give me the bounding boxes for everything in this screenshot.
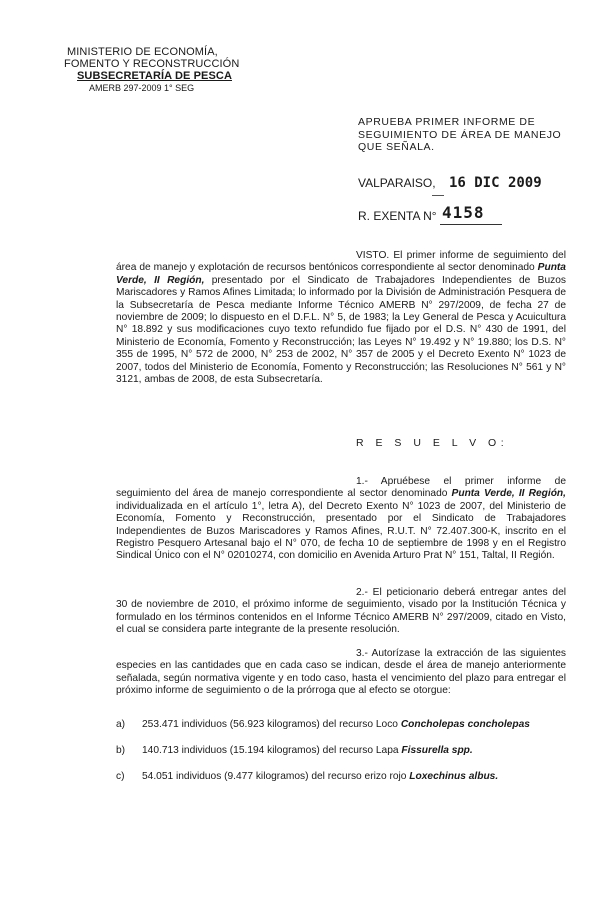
article-3 <box>116 648 566 698</box>
visto-text-2: presentado por el Sindicato de Trabajadores Independientes de Buzos Mariscadores y Ramos Afines Limitada; lo informado por la División de Administración Pesquera de la Subsecretaría de Pesca mediante Informe Técnico AMERB N° 297/2009, de fecha 27 de noviembre de 2009; lo dispuesto en el D.F.L. N° 5, de 1983; la Ley General de Pesca y Acuicultura N° 18.892 y sus modificaciones cuyo texto refundido fue fijado por el D.S. N° 430 de 1991, del Ministerio de Economía, Fomento y Reconstrucción; las Leyes N° 19.492 y N° 19.880; los D.S. N° 355 de 1995, N° 572 de 2000, N° 253 de 2002, N° 357 de 2005 y el Decreto Exento N° 1023 de 2007, todos del Ministerio de Economía, Fomento y Reconstrucción; las Resoluciones N° 561 y N° 3121, ambas de 2008, de esta Subsecretaría. <box>116 274 566 386</box>
summary-line: QUE SEÑALA. <box>358 141 435 153</box>
species-item-a <box>116 719 530 731</box>
visto-sector: Punta Verde, II Región, <box>116 262 566 286</box>
ministry-line-1: MINISTERIO DE ECONOMÍA, <box>67 46 218 58</box>
article-2-lead: 2.- El peticionario deberá entregar antes del <box>356 587 566 598</box>
date-stamp: 16 DIC 2009 <box>448 175 542 191</box>
article-3-text: siguientes especies en las cantidades que en cada caso se indican, desde el área de manejo anteriormente señalada, según normativa vigente y en todo caso, hasta el vencimiento del plazo para entregar el próximo informe de seguimiento o de la prórroga que al efecto se otorgue: <box>116 648 566 697</box>
divider <box>432 195 444 196</box>
amerb-reference: AMERB 297-2009 1° SEG <box>89 83 195 93</box>
species-item-c <box>116 771 498 783</box>
item-text: 140.713 individuos (15.194 kilogramos) del recurso Lapa <box>142 745 399 756</box>
item-label: a) <box>116 719 126 730</box>
species-item-b <box>116 745 473 757</box>
article-1-lead: 1.- Apruébese el primer informe de <box>356 476 566 487</box>
article-1-sector: Punta Verde, II Región, <box>451 488 566 500</box>
article-2-text: 30 de noviembre de 2010, el próximo informe de seguimiento, visado por la Institución Técnica y formulado en los términos contenidos en el Informe Técnico AMERB N° 297/2009, citado en Visto, el cual se considera parte integrante de la presente resolución. <box>116 599 566 636</box>
item-label: b) <box>116 745 126 756</box>
visto-text-1: del área de manejo y explotación de recursos bentónicos correspondiente al sector denominado <box>116 250 566 274</box>
species-name: Loxechinus albus. <box>409 771 499 782</box>
exenta-label: R. EXENTA N° <box>358 209 437 223</box>
species-name: Concholepas concholepas <box>400 719 530 730</box>
summary-line: APRUEBA PRIMER INFORME DE <box>358 116 536 128</box>
article-1-text-1: seguimiento del área de manejo correspondiente al sector denominado <box>116 488 448 500</box>
ministry-line-2: FOMENTO Y RECONSTRUCCIÓN <box>64 58 240 70</box>
dateline <box>358 175 542 191</box>
article-1 <box>116 476 566 563</box>
subsecretaria-heading: SUBSECRETARÍA DE PESCA <box>77 70 232 82</box>
article-1-text-2: individualizada en el artículo 1°, letra A), del Decreto Exento N° 1023 de 2007, del Ministerio de Economía, Fomento y Reconstrucción, presentado por el Sindicato de Trabajadores Independientes de Buzos Mariscadores y Ramos Afines, R.U.T. N° 72.407.300-K, inscrito en el Registro Pesquero Artesanal bajo el N° 070, de fecha 10 de septiembre de 1998 y en el Registro Sindical Único con el N° 02010274, con domicilio en Avenida Arturo Prat N° 151, Taltal, II Región. <box>116 500 566 562</box>
species-name: Fissurella spp. <box>401 745 473 756</box>
resolution-summary <box>358 116 561 154</box>
exenta-underline <box>440 224 502 225</box>
visto-paragraph <box>116 250 566 386</box>
visto-lead: VISTO. El primer informe de seguimiento <box>356 250 549 261</box>
article-2 <box>116 587 566 637</box>
item-text: 54.051 individuos (9.477 kilogramos) del recurso erizo rojo <box>142 771 407 782</box>
item-label: c) <box>116 771 125 782</box>
article-3-lead: 3.- Autorízase la extracción de las <box>356 648 516 659</box>
item-text: 253.471 individuos (56.923 kilogramos) del recurso Loco <box>142 719 398 730</box>
exenta-number: 4158 <box>442 203 485 222</box>
summary-line: SEGUIMIENTO DE ÁREA DE MANEJO <box>358 128 562 141</box>
resuelvo-heading: R E S U E L V O: <box>356 437 509 449</box>
city: VALPARAISO, <box>358 176 436 190</box>
